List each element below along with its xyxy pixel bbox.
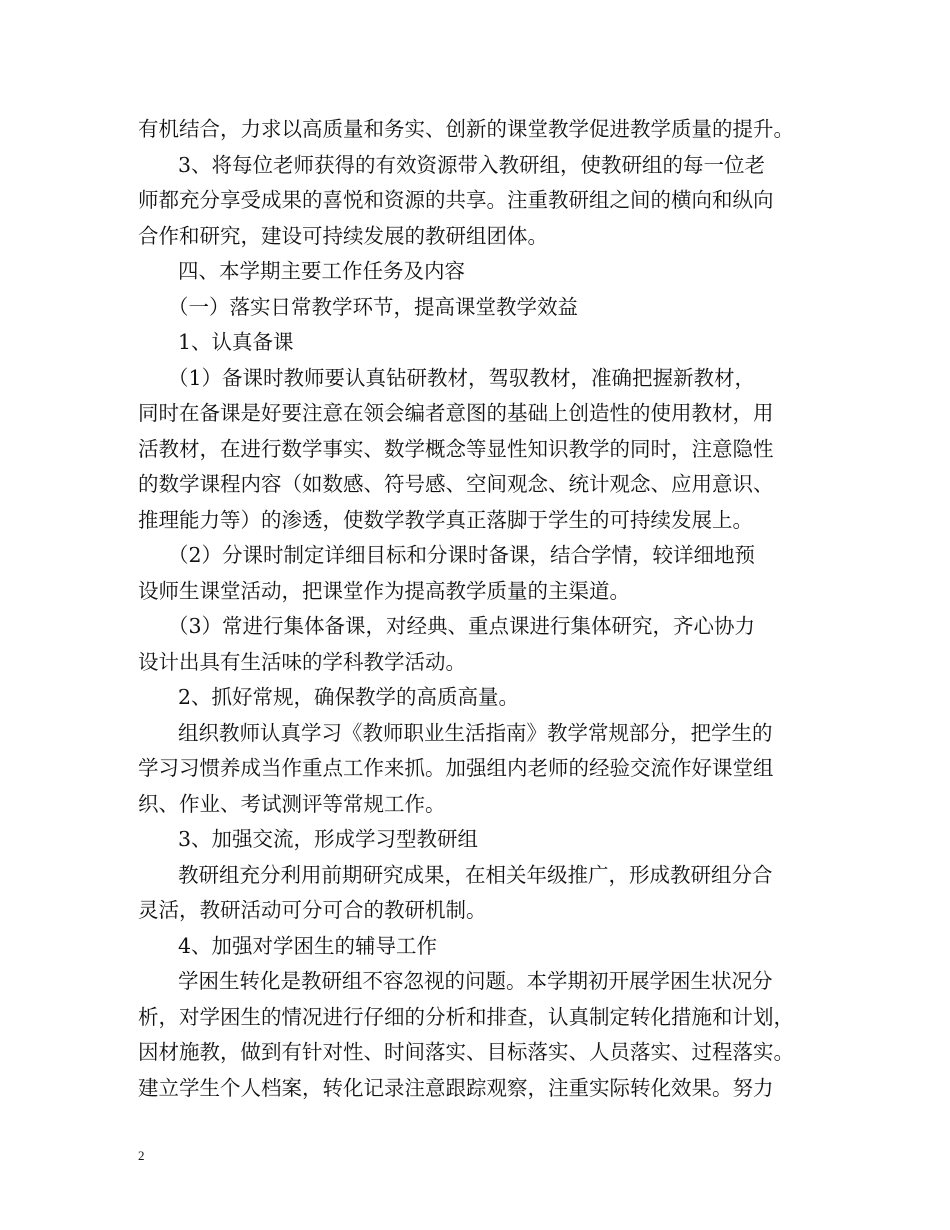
subsection-heading: （一）落实日常教学环节，提高课堂教学效益 xyxy=(168,294,578,319)
section-heading: 四、本学期主要工作任务及内容 xyxy=(178,259,465,283)
page-number: 2 xyxy=(138,1148,145,1163)
text-line: 合作和研究，建设可持续发展的教研组团体。 xyxy=(138,223,548,248)
text-line: 的数学课程内容（如数感、符号感、空间观念、统计观念、应用意识、 xyxy=(138,472,774,496)
item-heading: 4、加强对学困生的辅导工作 xyxy=(178,933,438,958)
text-line: 设计出具有生活味的学科教学活动。 xyxy=(138,649,466,674)
text-line: 灵活，教研活动可分可合的教研机制。 xyxy=(138,898,487,922)
item-heading: 2、抓好常规，确保教学的高质高量。 xyxy=(178,685,520,709)
text-line: 组织教师认真学习《教师职业生活指南》教学常规部分，把学生的 xyxy=(178,720,773,745)
text-line: （2）分课时制定详细目标和分课时备课，结合学情，较详细地预 xyxy=(168,543,756,567)
text-line: （1）备课时教师要认真钻研教材，驾驭教材，准确把握新教材， xyxy=(168,365,756,390)
text-line: 学习习惯养成当作重点工作来抓。加强组内老师的经验交流作好课堂组 xyxy=(138,756,774,780)
text-line: 推理能力等）的渗透，使数学教学真正落脚于学生的可持续发展上。 xyxy=(138,507,753,532)
text-line: 因材施教，做到有针对性、时间落实、目标落实、人员落实、过程落实。 xyxy=(138,1040,794,1064)
text-line: 设师生课堂活动，把课堂作为提高教学质量的主渠道。 xyxy=(138,578,630,603)
text-line: 建立学生个人档案，转化记录注意跟踪观察，注重实际转化效果。努力 xyxy=(138,1075,774,1100)
text-line: 有机结合，力求以高质量和务实、创新的课堂教学促进教学质量的提升。 xyxy=(138,117,794,141)
text-line: 教研组充分利用前期研究成果，在相关年级推广，形成教研组分合 xyxy=(178,862,773,887)
text-line: 析，对学困生的情况进行仔细的分析和排查，认真制定转化措施和计划， xyxy=(138,1004,794,1029)
text-line: 师都充分享受成果的喜悦和资源的共享。注重教研组之间的横向和纵向 xyxy=(138,188,774,212)
text-line: 学困生转化是教研组不容忽视的问题。本学期初开展学困生状况分 xyxy=(178,969,773,993)
text-line: （3）常进行集体备课，对经典、重点课进行集体研究，齐心协力 xyxy=(168,614,756,638)
document-body xyxy=(138,112,818,1106)
item-heading: 1、认真备课 xyxy=(178,330,294,354)
text-line: 同时在备课是好要注意在领会编者意图的基础上创造性的使用教材，用 xyxy=(138,401,774,425)
text-line: 活教材，在进行数学事实、数学概念等显性知识教学的同时，注意隐性 xyxy=(138,436,774,461)
text-line: 3、将每位老师获得的有效资源带入教研组，使教研组的每一位老 xyxy=(178,152,766,177)
text-line: 织、作业、考试测评等常规工作。 xyxy=(138,791,446,816)
item-heading: 3、加强交流，形成学习型教研组 xyxy=(178,827,479,851)
